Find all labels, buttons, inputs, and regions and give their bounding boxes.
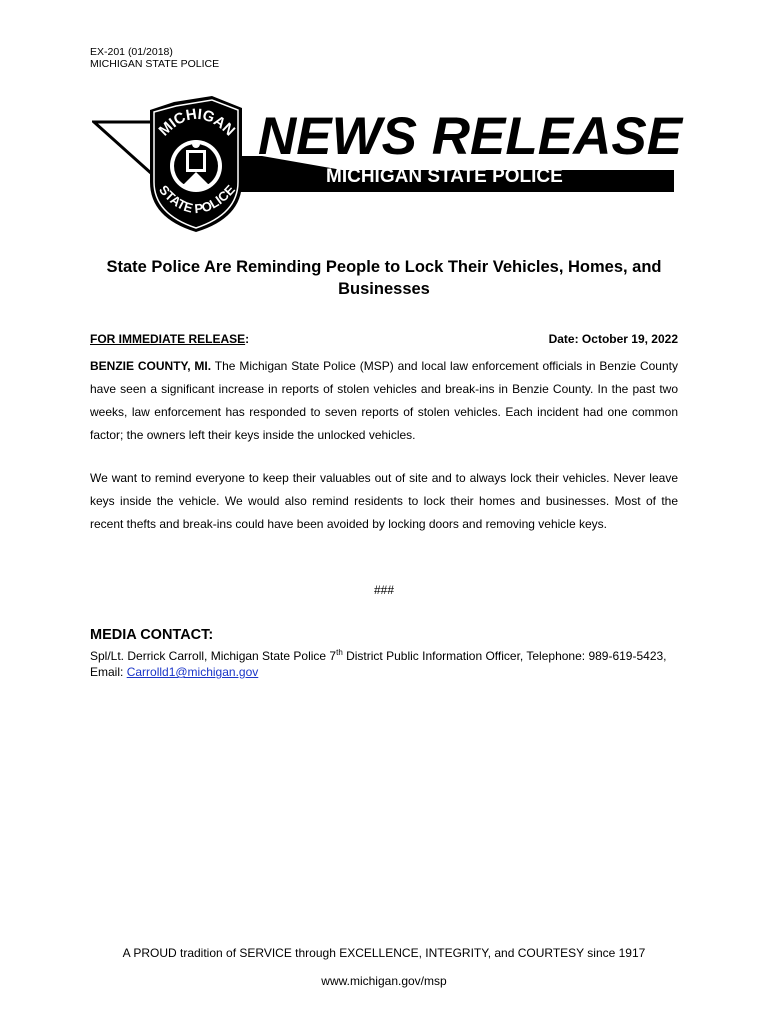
- body-paragraph-2: We want to remind everyone to keep their valuables out of site and to always lock their vehicles. Never leave keys inside the vehicle. We would also remind residents to lock their homes and businesses. Most of the recent thefts and break-ins could have been avoided by locking doors and removing vehicle keys.: [90, 471, 678, 531]
- contact-text-start: Spl/Lt. Derrick Carroll, Michigan State Police 7: [90, 649, 337, 663]
- ordinal-suffix: th: [336, 648, 343, 657]
- dateline: BENZIE COUNTY, MI.: [90, 359, 212, 373]
- contact-text-end: District Public Information Officer, Telephone: 989-619-5423, Email:: [90, 649, 667, 679]
- form-number: EX-201 (01/2018): [90, 46, 173, 58]
- news-release-title: NEWS RELEASE: [258, 107, 683, 166]
- media-contact-label: MEDIA CONTACT:: [90, 627, 214, 643]
- badge-top-text: MICHIGAN: [155, 105, 239, 140]
- badge-bottom-text: STATE POLICE: [156, 181, 238, 217]
- media-contact-details: [90, 648, 680, 680]
- footer-motto: A PROUD tradition of SERVICE through EXCELLENCE, INTEGRITY, and COURTESY since 1917: [122, 946, 646, 960]
- headline: State Police Are Reminding People to Lock Their Vehicles, Homes, and Businesses: [106, 258, 662, 298]
- release-label-colon: :: [245, 332, 250, 346]
- paragraph-1-text: The Michigan State Police (MSP) and local law enforcement officials in Benzie County have seen a significant increase in reports of stolen vehicles and break-ins in Benzie County. In the past two weeks, law enforcement has responded to seven reports of stolen vehicles. Each incident had one common factor; the owners left their keys inside the unlocked vehicles.: [90, 359, 678, 442]
- footer-url: www.michigan.gov/msp: [321, 974, 447, 988]
- contact-email-link[interactable]: Carrolld1@michigan.gov: [126, 665, 259, 679]
- end-marker: ###: [373, 583, 395, 597]
- form-identifier: [90, 46, 219, 70]
- agency-name: MICHIGAN STATE POLICE: [90, 58, 220, 70]
- body-paragraph-1: [90, 355, 678, 447]
- banner-subtitle: MICHIGAN STATE POLICE: [326, 166, 563, 187]
- news-release-banner: [92, 96, 683, 236]
- release-label-text: FOR IMMEDIATE RELEASE: [90, 332, 246, 346]
- release-date: Date: October 19, 2022: [548, 332, 678, 346]
- immediate-release-label: [90, 332, 249, 346]
